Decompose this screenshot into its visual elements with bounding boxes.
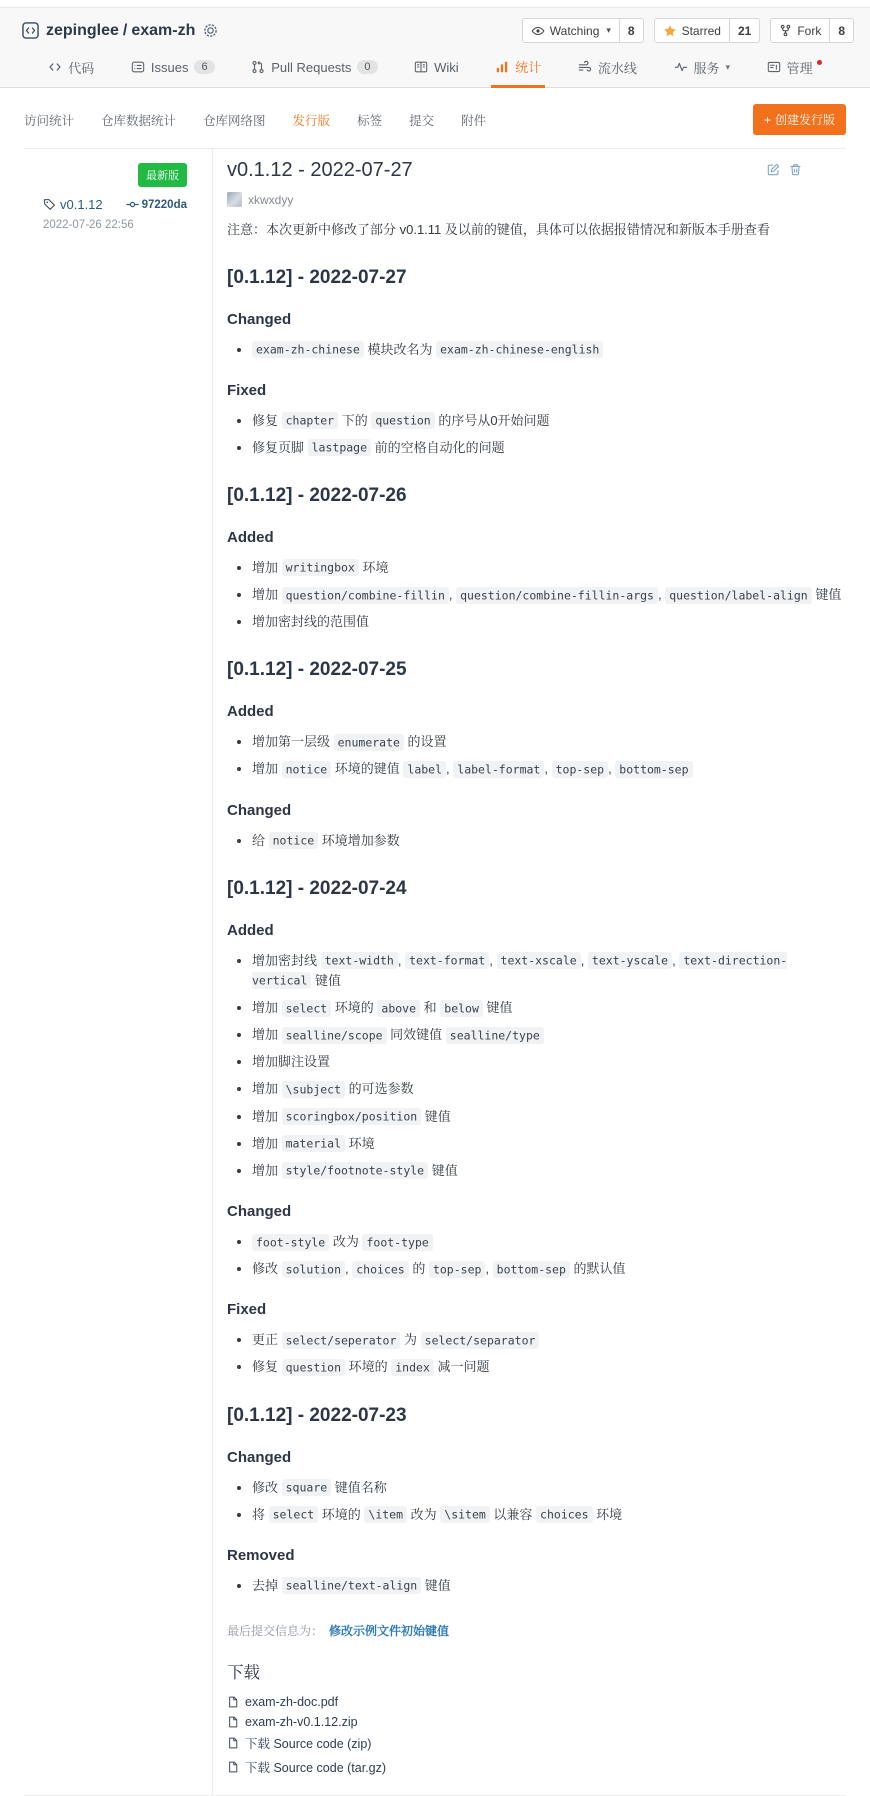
release-date: 2022-07-26 22:56 xyxy=(43,219,134,231)
download-link[interactable]: exam-zh-v0.1.12.zip xyxy=(245,1714,358,1729)
subnav-item-attachments[interactable]: 附件 xyxy=(461,113,487,128)
changelog-group xyxy=(227,529,846,632)
inline-code: square xyxy=(282,1479,332,1496)
inline-code: below xyxy=(440,1000,483,1017)
section-groups xyxy=(227,1449,846,1596)
inline-code: style/footnote-style xyxy=(282,1162,428,1179)
changelog-entry: • 增加 select 环境的 above 和 below 键值 xyxy=(252,998,846,1018)
download-link[interactable]: 下载 Source code (zip) xyxy=(245,1737,372,1752)
changelog-list xyxy=(227,340,846,360)
inline-code: exam-zh-chinese xyxy=(252,341,364,358)
group-subheading: Changed xyxy=(227,1448,292,1466)
tab-count-badge: 6 xyxy=(194,60,214,74)
release-meta-sidebar xyxy=(24,149,213,1795)
changelog-entry: • 增加 question/combine-fillin , question/combine-fillin-args , question/label-align 键值 xyxy=(252,585,846,605)
changelog-entry: • 更正 select/seperator 为 select/separator xyxy=(252,1330,846,1350)
inline-code: select xyxy=(282,1000,332,1017)
section-heading: [0.1.12] - 2022-07-25 xyxy=(227,659,407,681)
inline-code: select xyxy=(269,1506,319,1523)
inline-code: label-format xyxy=(453,761,544,778)
tab-label: 统计 xyxy=(515,60,542,75)
action-count[interactable]: 8 xyxy=(619,19,643,42)
tab-stats[interactable] xyxy=(491,49,545,88)
changelog-entry: • foot-style 改为 foot-type xyxy=(252,1232,846,1252)
inline-code: select/separator xyxy=(421,1332,540,1349)
action-count[interactable]: 8 xyxy=(829,19,853,42)
release-tag-label: v0.1.12 xyxy=(60,197,103,212)
tag-icon xyxy=(43,198,56,211)
pipeline-icon xyxy=(578,60,592,74)
plus-icon: + xyxy=(763,112,771,127)
inline-code: question/combine-fillin xyxy=(282,587,449,604)
action-count[interactable]: 21 xyxy=(729,19,759,42)
tab-label: 代码 xyxy=(68,60,95,76)
inline-code: bottom-sep xyxy=(493,1261,570,1278)
repo-name: exam-zh xyxy=(131,21,196,39)
issues-icon xyxy=(131,60,145,74)
inline-code: exam-zh-chinese-english xyxy=(436,341,603,358)
repo-action-button[interactable] xyxy=(770,18,854,43)
inline-code: text-xscale xyxy=(497,952,581,969)
tab-label: Issues xyxy=(150,59,189,75)
inline-code: chapter xyxy=(282,412,338,429)
changelog-entry: • 增加密封线 text-width , text-format , text-xscale , text-yscale , text-direction-vertical 键值 xyxy=(252,951,846,991)
download-item xyxy=(227,1734,846,1752)
author-avatar[interactable] xyxy=(227,192,242,207)
changelog-group xyxy=(227,1301,846,1377)
changelog-list xyxy=(227,1232,846,1279)
inline-code: material xyxy=(282,1135,345,1152)
inline-code: sealline/text-align xyxy=(282,1577,422,1594)
group-subheading: Fixed xyxy=(227,381,267,399)
tab-label: 管理 xyxy=(786,60,813,76)
chevron-down-icon: ▾ xyxy=(725,61,731,72)
changelog-group xyxy=(227,1203,846,1279)
changelog-entry: • 修改 square 键值名称 xyxy=(252,1478,846,1498)
tab-issues[interactable] xyxy=(127,49,219,88)
download-link[interactable]: 下载 Source code (tar.gz) xyxy=(245,1760,387,1775)
changelog-group xyxy=(227,311,846,360)
inline-code: \item xyxy=(364,1506,407,1523)
changelog-list xyxy=(227,1576,846,1596)
changelog-entry: • 增加 sealline/scope 同效键值 sealline/type xyxy=(252,1025,846,1045)
changelog-group xyxy=(227,1449,846,1525)
changelog-entry: • 修复页脚 lastpage 前的空格自动化的问题 xyxy=(252,438,846,458)
release-commit-hash: 97220da xyxy=(141,198,187,211)
changelog-section xyxy=(227,267,846,458)
changelog-list xyxy=(227,1330,846,1377)
inline-code: label xyxy=(403,761,446,778)
inline-code: question/label-align xyxy=(665,587,811,604)
changelog-sections xyxy=(227,267,846,1597)
group-subheading: Changed xyxy=(227,1203,292,1221)
group-subheading: Added xyxy=(227,528,274,546)
download-item xyxy=(227,1695,846,1709)
fork-icon xyxy=(779,24,792,37)
inline-code: writingbox xyxy=(282,559,359,576)
inline-code: select/seperator xyxy=(282,1332,401,1349)
changelog-entry: • 去掉 sealline/text-align 键值 xyxy=(252,1576,846,1596)
tab-wiki[interactable] xyxy=(410,49,463,88)
changelog-entry: • 给 notice 环境增加参数 xyxy=(252,831,846,851)
inline-code: text-direction-vertical xyxy=(252,953,788,988)
changelog-entry: • 增加 material 环境 xyxy=(252,1134,846,1154)
changelog-group xyxy=(227,922,846,1181)
inline-code: \subject xyxy=(282,1081,345,1098)
changelog-list xyxy=(227,831,846,851)
subnav-item-repo-data-stats[interactable]: 仓库数据统计 xyxy=(101,113,177,128)
subnav-item-visit-stats[interactable]: 访问统计 xyxy=(24,113,75,128)
changelog-section xyxy=(227,485,846,632)
section-heading: [0.1.12] - 2022-07-26 xyxy=(227,484,407,506)
repo-icon xyxy=(22,22,39,39)
tab-services[interactable] xyxy=(670,49,735,88)
changelog-entry: • 增加 writingbox 环境 xyxy=(252,558,846,578)
inline-code: lastpage xyxy=(308,439,371,456)
stats-subnav xyxy=(24,111,486,129)
inline-code: top-sep xyxy=(552,761,608,778)
release-tag-link[interactable] xyxy=(43,197,103,212)
author-link[interactable]: xkwxdyy xyxy=(248,192,294,207)
file-icon xyxy=(227,1716,239,1728)
repo-title-separator: / xyxy=(122,21,128,39)
subnav-item-commits[interactable]: 提交 xyxy=(409,113,435,128)
release-commit-link[interactable] xyxy=(126,198,187,211)
changelog-entry: • 增加 notice 环境的键值 label , label-format , top-sep , bottom-sep xyxy=(252,759,846,779)
changelog-section xyxy=(227,1405,846,1596)
repo-header xyxy=(0,7,870,88)
inline-code: scoringbox/position xyxy=(282,1108,422,1125)
repo-action-button[interactable] xyxy=(654,18,761,43)
changelog-entry: • exam-zh-chinese 模块改名为 exam-zh-chinese-english xyxy=(252,340,846,360)
group-subheading: Fixed xyxy=(227,1301,267,1319)
changelog-entry: • 修改 solution , choices 的 top-sep , bottom-sep 的默认值 xyxy=(252,1259,846,1279)
inline-code: above xyxy=(377,1000,420,1017)
tab-label: 服务 xyxy=(693,60,720,76)
changelog-entry: • 增加 style/footnote-style 键值 xyxy=(252,1161,846,1181)
action-label: Starred xyxy=(681,23,721,38)
file-icon xyxy=(227,1737,239,1749)
section-heading: [0.1.12] - 2022-07-23 xyxy=(227,1404,407,1426)
changelog-entry: • 增加脚注设置 xyxy=(252,1052,846,1072)
code-icon xyxy=(48,60,62,74)
release-item xyxy=(24,149,846,1796)
release-body xyxy=(213,149,846,1795)
inline-code: sealline/type xyxy=(446,1027,544,1044)
inline-code: choices xyxy=(536,1506,592,1523)
download-item xyxy=(227,1758,846,1776)
download-link[interactable]: exam-zh-doc.pdf xyxy=(245,1695,339,1710)
eye-icon xyxy=(531,24,545,38)
changelog-list xyxy=(227,732,846,779)
repo-action-button[interactable] xyxy=(522,18,644,43)
section-heading: [0.1.12] - 2022-07-24 xyxy=(227,877,407,899)
inline-code: question xyxy=(282,1359,345,1376)
group-subheading: Added xyxy=(227,921,274,939)
group-subheading: Removed xyxy=(227,1546,295,1564)
inline-code: top-sep xyxy=(429,1261,485,1278)
tab-pull-requests[interactable] xyxy=(247,49,381,88)
inline-code: text-format xyxy=(405,952,489,969)
inline-code: notice xyxy=(282,761,332,778)
changelog-group xyxy=(227,1547,846,1596)
changelog-entry: • 修复 question 环境的 index 减一问题 xyxy=(252,1357,846,1377)
tab-code[interactable] xyxy=(44,49,98,88)
repo-actions xyxy=(522,18,854,43)
changelog-entry: • 将 select 环境的 \item 改为 \sitem 以兼容 choices 环境 xyxy=(252,1505,846,1525)
inline-code: choices xyxy=(352,1261,408,1278)
wiki-icon xyxy=(414,60,428,74)
tab-label: Pull Requests xyxy=(271,59,352,75)
subnav-item-releases[interactable]: 发行版 xyxy=(292,113,331,128)
services-icon xyxy=(674,60,688,74)
changelog-group xyxy=(227,382,846,458)
action-label: Fork xyxy=(797,23,822,38)
changelog-entry: • 增加 scoringbox/position 键值 xyxy=(252,1107,846,1127)
inline-code: text-width xyxy=(321,952,398,969)
last-commit-label: 最后提交信息为： xyxy=(227,1624,324,1639)
tab-count-badge: 0 xyxy=(357,60,377,74)
downloads-title: 下载 xyxy=(227,1664,260,1683)
changelog-list xyxy=(227,558,846,632)
create-release-label: 创建发行版 xyxy=(774,113,835,127)
group-subheading: Added xyxy=(227,703,274,721)
stats-subnav-row xyxy=(24,104,846,149)
tab-label: 流水线 xyxy=(597,60,637,76)
changelog-list xyxy=(227,1478,846,1525)
changelog-entry: • 修复 chapter 下的 question 的序号从0开始问题 xyxy=(252,411,846,431)
section-groups xyxy=(227,922,846,1378)
tab-admin[interactable] xyxy=(763,49,826,88)
inline-code: notice xyxy=(269,832,319,849)
inline-code: foot-style xyxy=(252,1234,329,1251)
repo-tabs xyxy=(0,49,870,87)
changelog-list xyxy=(227,951,846,1181)
repo-title-link[interactable] xyxy=(46,22,195,40)
section-heading: [0.1.12] - 2022-07-27 xyxy=(227,266,407,288)
latest-release-badge: 最新版 xyxy=(138,163,187,187)
last-commit-row xyxy=(227,1622,846,1639)
inline-code: sealline/scope xyxy=(282,1027,387,1044)
delete-release-icon[interactable] xyxy=(789,163,802,176)
action-label: Watching xyxy=(549,23,600,38)
inline-code: \sitem xyxy=(440,1506,490,1523)
inline-code: question/combine-fillin-args xyxy=(456,587,658,604)
last-commit-message-link[interactable]: 修改示例文件初始键值 xyxy=(329,1624,450,1639)
markdown-body xyxy=(227,220,846,1596)
section-groups xyxy=(227,703,846,850)
group-subheading: Changed xyxy=(227,801,292,819)
tab-label: Wiki xyxy=(434,59,459,75)
inline-code: index xyxy=(391,1359,434,1376)
commit-icon xyxy=(126,198,139,211)
admin-icon xyxy=(767,60,781,74)
releases-page xyxy=(0,7,870,1775)
section-groups xyxy=(227,529,846,632)
inline-code: foot-type xyxy=(362,1234,432,1251)
chevron-down-icon: ▾ xyxy=(606,25,611,35)
release-note: 注意：本次更新中修改了部分 v0.1.11 及以前的键值，具体可以依据报错情况和新版本手册查看 xyxy=(227,222,770,237)
inline-code: text-yscale xyxy=(588,952,672,969)
star-icon xyxy=(663,24,677,38)
download-item xyxy=(227,1715,846,1729)
download-list xyxy=(227,1695,846,1795)
edit-release-icon[interactable] xyxy=(767,163,780,176)
create-release-button[interactable] xyxy=(753,104,846,135)
rosette-badge-icon xyxy=(203,23,218,38)
section-groups xyxy=(227,311,846,458)
file-icon xyxy=(227,1761,239,1773)
inline-code: enumerate xyxy=(334,734,404,751)
chart-icon xyxy=(495,60,509,74)
release-title: v0.1.12 - 2022-07-27 xyxy=(227,159,413,181)
subnav-item-repo-network[interactable]: 仓库网络图 xyxy=(203,113,266,128)
changelog-group xyxy=(227,802,846,851)
pull-request-icon xyxy=(251,60,265,74)
changelog-list xyxy=(227,411,846,458)
notification-dot xyxy=(817,60,822,65)
file-icon xyxy=(227,1696,239,1708)
changelog-entry: • 增加密封线的范围值 xyxy=(252,612,846,632)
changelog-section xyxy=(227,878,846,1378)
tab-pipelines[interactable] xyxy=(574,49,641,88)
changelog-entry: • 增加 \subject 的可选参数 xyxy=(252,1079,846,1099)
changelog-entry: • 增加第一层级 enumerate 的设置 xyxy=(252,732,846,752)
inline-code: question xyxy=(371,412,434,429)
subnav-item-tags[interactable]: 标签 xyxy=(357,113,383,128)
inline-code: solution xyxy=(282,1261,345,1278)
changelog-section xyxy=(227,659,846,850)
group-subheading: Changed xyxy=(227,310,292,328)
repo-owner: zepinglee xyxy=(46,21,119,39)
inline-code: bottom-sep xyxy=(615,761,692,778)
changelog-group xyxy=(227,703,846,779)
